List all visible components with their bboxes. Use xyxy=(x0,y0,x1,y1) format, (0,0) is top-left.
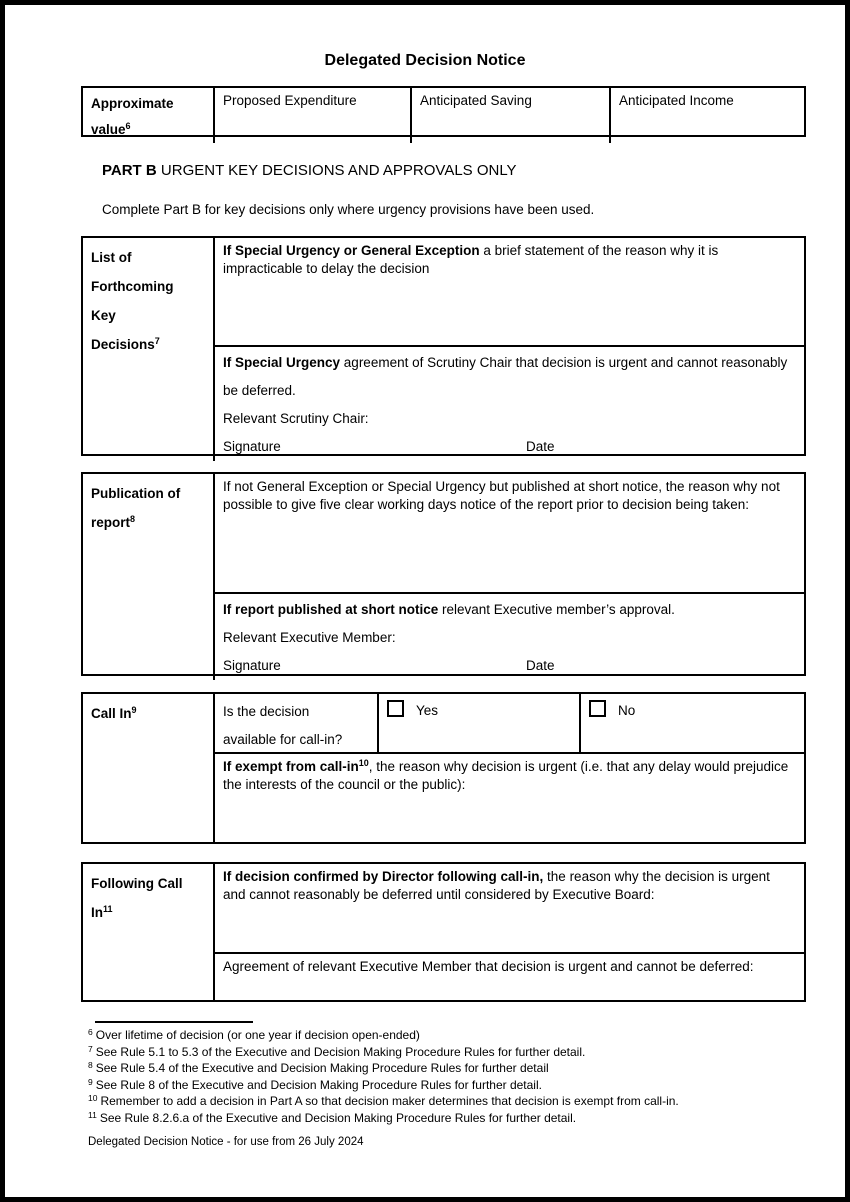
call-in-yes-cell xyxy=(377,694,579,752)
page-title: Delegated Decision Notice xyxy=(324,52,526,69)
no-label: No xyxy=(618,703,636,718)
special-urgency-reason-cell: If Special Urgency or General Exception a brief statement of the reason why it is impracticable to delay the decision xyxy=(213,238,804,345)
signature-date-row xyxy=(223,652,796,680)
no-checkbox[interactable] xyxy=(589,700,606,717)
document-footer: Delegated Decision Notice - for use from 26 July 2024 xyxy=(88,1136,364,1148)
part-b-intro: Complete Part B for key decisions only where urgency provisions have been used. xyxy=(102,202,595,217)
date-label: Date xyxy=(526,439,555,454)
footnote-10: $^{10}$ Remember to add a decision in Part A so that decision maker determines that decision is exempt from call-in. xyxy=(88,1093,679,1108)
signature-label: Signature xyxy=(223,439,281,454)
director-confirmation-cell: If decision confirmed by Director following call-in, the reason why the decision is urgent and cannot reasonably be deferred until considered by Executive Board: xyxy=(213,864,804,952)
date-label: Date xyxy=(526,658,555,673)
call-in-no-cell xyxy=(579,694,804,752)
executive-member-agreement-cell: Agreement of relevant Executive Member that decision is urgent and cannot be deferred: xyxy=(213,952,804,1000)
footnote-ref-6: 6 xyxy=(125,121,131,131)
publication-of-report-table xyxy=(81,472,806,676)
forthcoming-key-decisions-label: List of Forthcoming Key Decisions$^7$ xyxy=(91,250,174,352)
footnote-ref-7: 7 xyxy=(154,336,160,346)
part-b-heading-text: URGENT KEY DECISIONS AND APPROVALS ONLY xyxy=(156,162,517,179)
executive-member-approval-cell xyxy=(213,592,804,680)
short-notice-approval-text: If report published at short notice relevant Executive member’s approval. xyxy=(223,602,675,617)
relevant-scrutiny-chair-label: Relevant Scrutiny Chair: xyxy=(223,411,369,426)
column-anticipated-saving: Anticipated Saving xyxy=(410,88,609,143)
part-b-heading-label: PART B xyxy=(102,162,157,179)
footnotes xyxy=(88,1028,679,1127)
exempt-from-call-in-cell: If exempt from call-$in^{10}$, the reason why decision is urgent (i.e. that any delay would prejudice the interests of the council or the public): xyxy=(213,752,804,842)
short-notice-reason-cell: If not General Exception or Special Urgency but published at short notice, the reason why not possible to give five clear working days notice of the report prior to decision being taken: xyxy=(213,474,804,592)
following-call-in-table xyxy=(81,862,806,1002)
call-in-table xyxy=(81,692,806,844)
footnote-9: $^9$ See Rule 8 of the Executive and Decision Making Procedure Rules for further detail. xyxy=(88,1076,542,1092)
signature-date-row xyxy=(223,433,796,461)
footnote-ref-9: 9 xyxy=(131,705,137,715)
relevant-executive-member-label: Relevant Executive Member: xyxy=(223,630,396,645)
scrutiny-agreement-text: If Special Urgency agreement of Scrutiny Chair that decision is urgent and cannot reasonably be deferred. xyxy=(223,355,788,398)
scrutiny-chair-agreement-cell xyxy=(213,345,804,461)
approximate-value-label: Approximate value$^6$ xyxy=(91,96,174,137)
approximate-value-table xyxy=(81,86,806,137)
following-call-in-label: Following Call In$^{11}$ xyxy=(91,876,183,920)
forthcoming-key-decisions-table xyxy=(81,236,806,456)
footnote-ref-8: 8 xyxy=(130,514,136,524)
footnote-separator xyxy=(95,1021,253,1023)
footnote-ref-10: 10 xyxy=(358,758,369,768)
yes-checkbox[interactable] xyxy=(387,700,404,717)
publication-of-report-label: Publication of report$^8$ xyxy=(91,486,181,530)
yes-label: Yes xyxy=(416,703,439,718)
signature-label: Signature xyxy=(223,658,281,673)
footnote-11: $^{11}$ See Rule 8.2.6.a of the Executive and Decision Making Procedure Rules for further detail. xyxy=(88,1109,577,1125)
part-b-heading xyxy=(102,162,517,179)
footnote-8: $^8$ See Rule 5.4 of the Executive and Decision Making Procedure Rules for further detail xyxy=(88,1060,549,1075)
call-in-label: Call In$^9$ xyxy=(91,705,137,721)
footnote-ref-11: 11 xyxy=(103,904,113,914)
call-in-question-cell: Is the decision available for call-in? xyxy=(213,694,377,752)
column-anticipated-income: Anticipated Income xyxy=(609,88,808,143)
footnote-7: $^7$ See Rule 5.1 to 5.3 of the Executive and Decision Making Procedure Rules for further detail. xyxy=(88,1043,586,1059)
footnote-6: $^6$ Over lifetime of decision (or one year if decision open-ended) xyxy=(88,1027,420,1042)
column-proposed-expenditure: Proposed Expenditure xyxy=(213,88,410,143)
